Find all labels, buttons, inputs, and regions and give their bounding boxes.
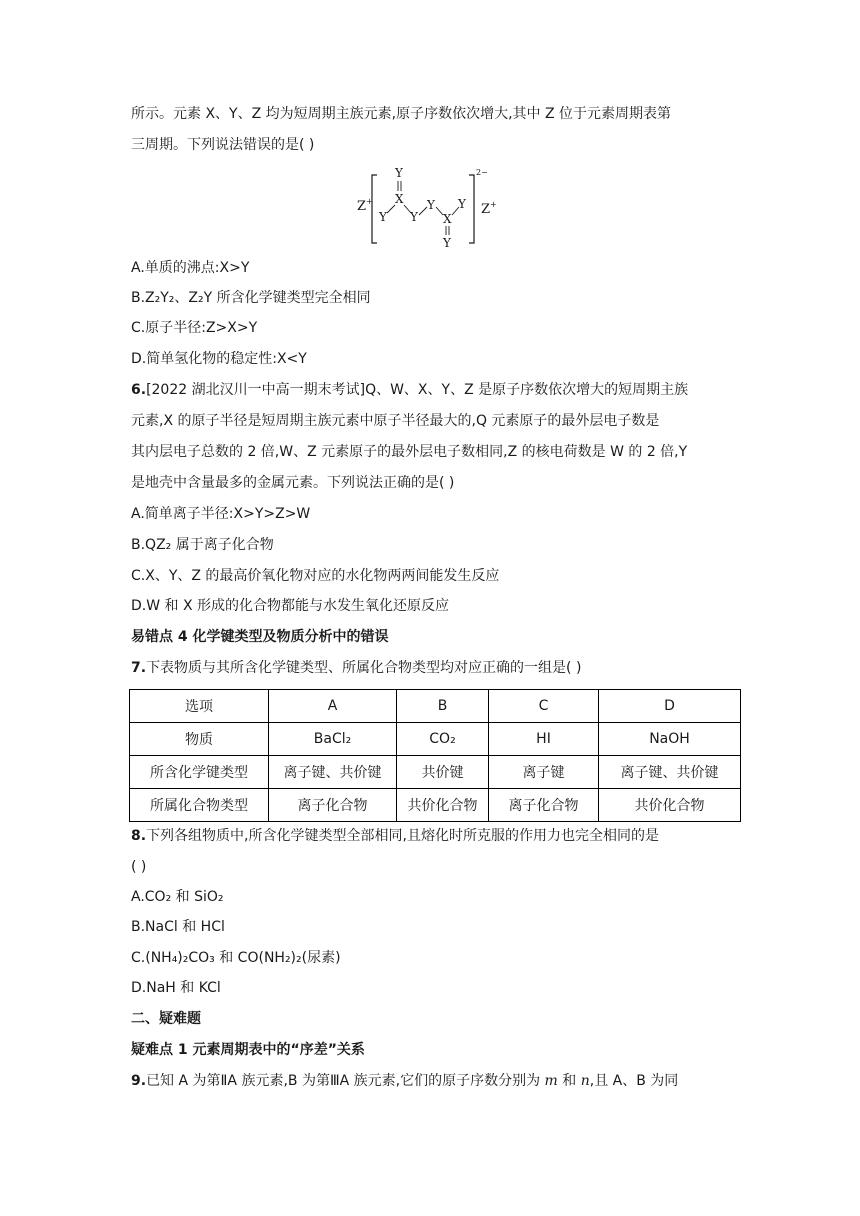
options-table	[129, 689, 741, 822]
q9-text-c: ,且 A、B 为同	[589, 1073, 679, 1089]
q6-number: 6.	[131, 382, 147, 398]
q6-line1-text: [2022 湖北汉川一中高一期末考试]Q、W、X、Y、Z 是原子序数依次增大的短周期主族	[146, 382, 689, 398]
q5-line2: 三周期。下列说法错误的是( )	[131, 137, 315, 153]
q9-text-a: 已知 A 为第ⅡA 族元素,B 为第ⅢA 族元素,它们的原子序数分别为	[146, 1073, 545, 1089]
table-cell: HI	[489, 723, 599, 756]
z-right-label: Z	[481, 202, 491, 217]
table-cell: B	[397, 690, 489, 723]
q7-line	[131, 658, 581, 678]
q6-line4: 是地壳中含量最多的金属元素。下列说法正确的是( )	[131, 475, 455, 491]
q6-option-d: D.W 和 X 形成的化合物都能与水发生氧化还原反应	[131, 598, 450, 614]
q5-option-b: B.Z₂Y₂、Z₂Y 所含化学键类型完全相同	[131, 290, 371, 306]
table-cell: BaCl₂	[269, 723, 397, 756]
y-bridge2-label: Y	[427, 198, 435, 212]
q6-line1	[131, 380, 688, 400]
y-left-label: Y	[379, 210, 387, 224]
q8-option-a: A.CO₂ 和 SiO₂	[131, 889, 224, 905]
z-left-charge: +	[366, 197, 373, 206]
table-cell: 离子键、共价键	[599, 756, 741, 789]
q8-text: 下列各组物质中,所含化学键类型全部相同,且熔化时所克服的作用力也完全相同的是	[146, 828, 659, 844]
table-cell: D	[599, 690, 741, 723]
section-error-point-4: 易错点 4 化学键类型及物质分析中的错误	[131, 629, 389, 645]
q8-line1	[131, 826, 659, 846]
table-cell: 物质	[130, 723, 269, 756]
table-row	[130, 723, 741, 756]
x-second-label: X	[443, 212, 452, 226]
q5-option-d: D.简单氢化物的稳定性:X<Y	[131, 351, 307, 367]
table-row	[130, 789, 741, 822]
difficult-point-1: 疑难点 1 元素周期表中的“序差”关系	[131, 1042, 365, 1058]
q7-text: 下表物质与其所含化学键类型、所属化合物类型均对应正确的一组是( )	[146, 660, 582, 676]
q9-number: 9.	[131, 1073, 147, 1089]
y-right-label: Y	[458, 197, 466, 211]
table-cell: 共价化合物	[397, 789, 489, 822]
q9-var-m: m	[544, 1073, 558, 1089]
table-cell: 共价键	[397, 756, 489, 789]
table-row	[130, 756, 741, 789]
q9-line1	[131, 1071, 678, 1091]
ion-charge: 2−	[476, 168, 488, 177]
table-cell: 共价化合物	[599, 789, 741, 822]
q6-option-a: A.简单离子半径:X>Y>Z>W	[131, 506, 311, 522]
q9-text-b: 和	[557, 1073, 581, 1089]
table-row	[130, 690, 741, 723]
q7-number: 7.	[131, 660, 147, 676]
x-first-label: X	[395, 192, 404, 206]
table-cell: 所含化学键类型	[130, 756, 269, 789]
table-cell: 离子键、共价键	[269, 756, 397, 789]
section-difficult-problems: 二、疑难题	[131, 1011, 201, 1027]
y-bottom-label: Y	[443, 236, 451, 250]
q8-option-c: C.(NH₄)₂CO₃ 和 CO(NH₂)₂(尿素)	[131, 950, 341, 966]
table-cell: 选项	[130, 690, 269, 723]
table-cell: 离子化合物	[269, 789, 397, 822]
y-top-label: Y	[395, 166, 403, 180]
ion-structure-diagram	[355, 163, 505, 251]
q8-line2: ( )	[131, 859, 147, 875]
q5-option-c: C.原子半径:Z>X>Y	[131, 320, 258, 336]
table-cell: CO₂	[397, 723, 489, 756]
q6-option-c: C.X、Y、Z 的最高价氧化物对应的水化物两两间能发生反应	[131, 568, 500, 584]
q8-option-b: B.NaCl 和 HCl	[131, 919, 225, 935]
q5-line1: 所示。元素 X、Y、Z 均为短周期主族元素,原子序数依次增大,其中 Z 位于元素周期表第	[131, 106, 672, 122]
q6-line2: 元素,X 的原子半径是短周期主族元素中原子半径最大的,Q 元素原子的最外层电子数是	[131, 413, 660, 429]
q8-option-d: D.NaH 和 KCl	[131, 980, 221, 996]
z-left-label: Z	[357, 199, 367, 214]
q8-number: 8.	[131, 828, 147, 844]
table-cell: 离子键	[489, 756, 599, 789]
table-cell: NaOH	[599, 723, 741, 756]
table-cell: 所属化合物类型	[130, 789, 269, 822]
q9-var-n: n	[580, 1073, 590, 1089]
table-cell: C	[489, 690, 599, 723]
y-bridge1-label: Y	[410, 210, 418, 224]
z-right-charge: +	[490, 200, 497, 209]
q5-option-a: A.单质的沸点:X>Y	[131, 260, 250, 276]
table-cell: 离子化合物	[489, 789, 599, 822]
table-cell: A	[269, 690, 397, 723]
q6-option-b: B.QZ₂ 属于离子化合物	[131, 537, 274, 553]
q6-line3: 其内层电子总数的 2 倍,W、Z 元素原子的最外层电子数相同,Z 的核电荷数是 W 的 2 倍,Y	[131, 444, 688, 460]
